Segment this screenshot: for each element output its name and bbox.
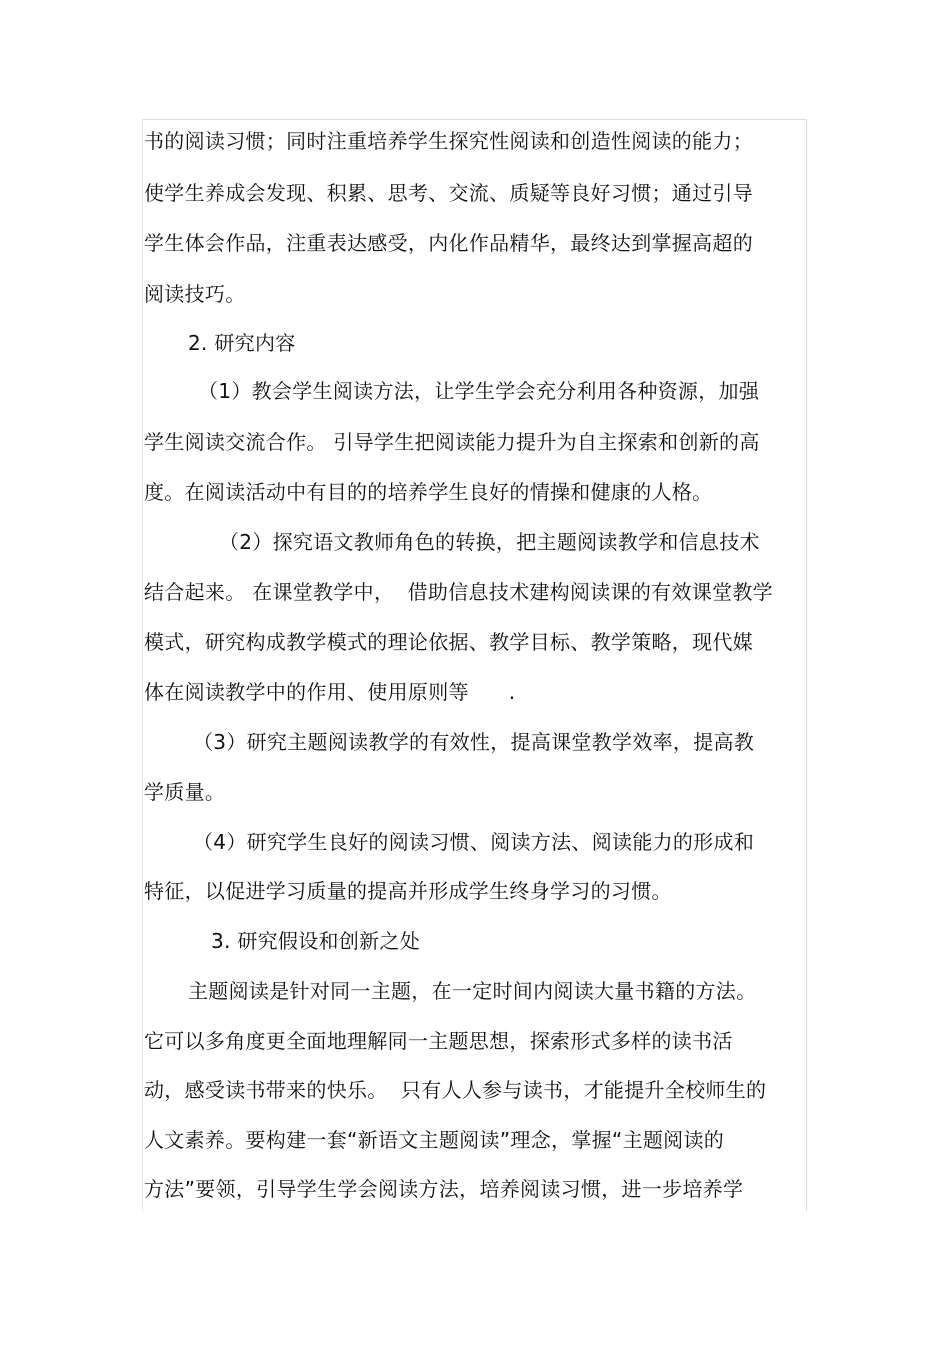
text-line: 学生阅读交流合作。 引导学生把阅读能力提升为自主探索和创新的高 [144,430,760,454]
text-line: 结合起来。 在课堂教学中， 借助信息技术建构阅读课的有效课堂教学 [144,580,773,604]
text-line: 主题阅读是针对同一主题，在一定时间内阅读大量书籍的方法。 [188,979,757,1003]
text-line: 人文素养。要构建一套“新语文主题阅读”理念，掌握“主题阅读的 [144,1128,725,1152]
text-line: 阅读技巧。 [144,282,246,306]
text-line: 动，感受读书带来的快乐。 只有人人参与读书，才能提升全校师生的 [144,1078,767,1102]
section-heading: 3. 研究假设和创新之处 [211,929,421,953]
text-line: （3）研究主题阅读教学的有效性，提高课堂教学效率，提高教 [193,730,755,754]
text-line: 使学生养成会发现、积累、思考、交流、质疑等良好习惯；通过引导 [144,181,753,205]
text-line: 特征，以促进学习质量的提高并形成学生终身学习的习惯。 [144,879,672,903]
text-line: 书的阅读习惯；同时注重培养学生探究性阅读和创造性阅读的能力； [144,129,753,153]
text-line: 它可以多角度更全面地理解同一主题思想，探索形式多样的读书活 [144,1029,733,1053]
text-line: （4）研究学生良好的阅读习惯、阅读方法、阅读能力的形成和 [193,830,755,854]
text-line: 度。在阅读活动中有目的的培养学生良好的情操和健康的人格。 [144,480,713,504]
section-heading: 2. 研究内容 [188,331,296,355]
text-line: 体在阅读教学中的作用、使用原则等 . [144,680,516,704]
text-line: （1）教会学生阅读方法，让学生学会充分利用各种资源，加强 [198,379,760,403]
text-line: 学生体会作品，注重表达感受，内化作品精华，最终达到掌握高超的 [144,231,753,255]
text-line: （2）探究语文教师角色的转换，把主题阅读教学和信息技术 [219,530,760,554]
text-line: 模式，研究构成教学模式的理论依据、教学目标、教学策略，现代媒 [144,630,753,654]
text-line: 方法”要领，引导学生学会阅读方法，培养阅读习惯，进一步培养学 [144,1177,744,1201]
text-line: 学质量。 [144,780,226,804]
